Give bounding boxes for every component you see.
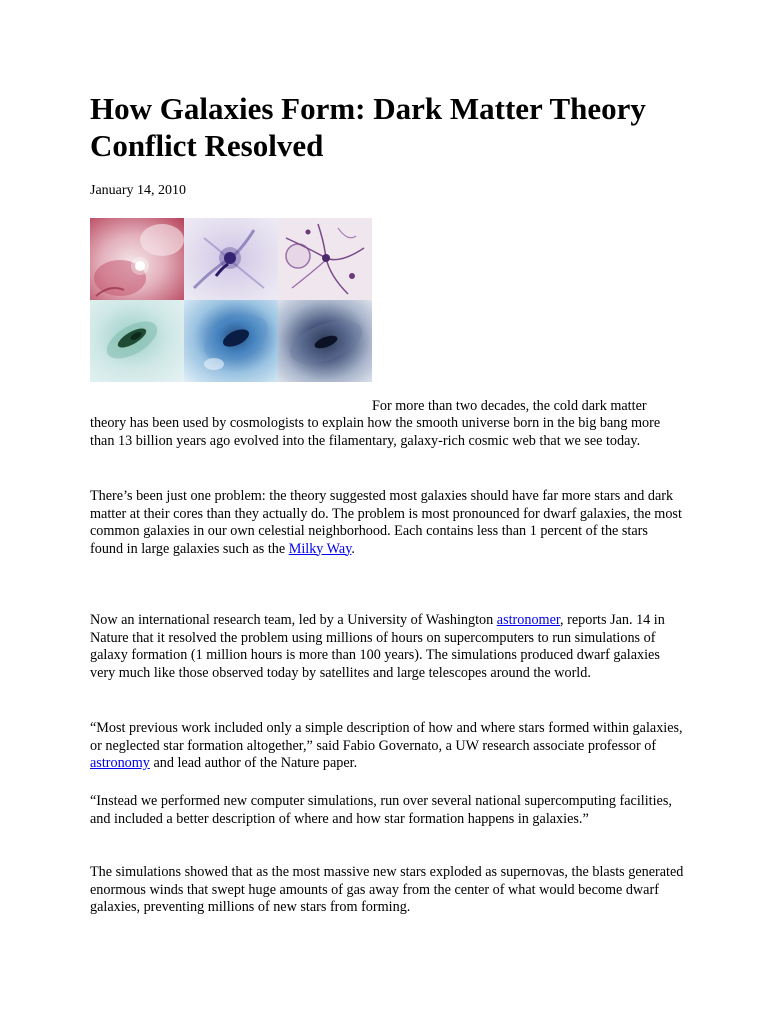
paragraph-end: . [351,540,355,557]
simulation-frame-6 [278,300,372,382]
simulation-frame-1 [90,218,184,300]
paragraph-text: , reports Jan. 14 in Nature that it resolved the problem using millions of hours on supercomputers to run simulations of galaxy formation (1 million hours is more than 100 years). The simulations produced dwarf galaxies very much like those observed today by satellites and large telescopes around the world. [90,612,665,681]
paragraph-quote-governato [90,720,684,773]
milky-way-link[interactable]: Milky Way [288,540,352,557]
article-date: January 14, 2010 [90,183,187,198]
simulation-frame-2 [184,218,278,300]
paragraph-text: and lead author of the Nature paper. [149,755,358,771]
paragraph-text: “Most previous work included only a simple description of how and where stars formed within galaxies, or neglected star formation altogether,” said Fabio Governato, a UW research associate professor of [90,720,683,754]
article-title: How Galaxies Form: Dark Matter Theory Conflict Resolved [90,91,646,163]
paragraph-problem [90,488,684,558]
galaxy-simulation-figure [90,218,372,382]
astronomy-link[interactable]: astronomy [90,755,150,771]
paragraph-research [90,612,684,682]
paragraph-quote-simulations: “Instead we performed new computer simulations, run over several national supercomputing facilities, and included a better description of where and how star formation happens in galaxies.” [90,793,672,827]
simulation-frame-5 [184,300,278,382]
intro-first-line: For more than two decades, the cold dark matter [372,398,647,414]
simulation-frame-3 [278,218,372,300]
intro-paragraph: theory has been used by cosmologists to explain how the smooth universe born in the big bang more than 13 billion years ago evolved into the filamentary, galaxy-rich cosmic web that we see today. [90,415,661,449]
paragraph-text: Now an international research team, led by a University of Washington [90,612,497,628]
paragraph-supernovas: The simulations showed that as the most massive new stars exploded as supernovas, the blasts generated enormous winds that swept huge amounts of gas away from the center of what would become dwarf galaxies, preventing millions of new stars from forming. [90,864,684,915]
paragraph-text: There’s been just one problem: the theory suggested most galaxies should have far more stars and dark matter at their cores than they actually do. The problem is most pronounced for dwarf galaxies, the most common galaxies in our own celestial neighborhood. Each contains less than 1 percent of the stars found in large galaxies such as the [90,488,682,557]
simulation-frame-4 [90,300,184,382]
astronomer-link[interactable]: astronomer [496,612,561,628]
